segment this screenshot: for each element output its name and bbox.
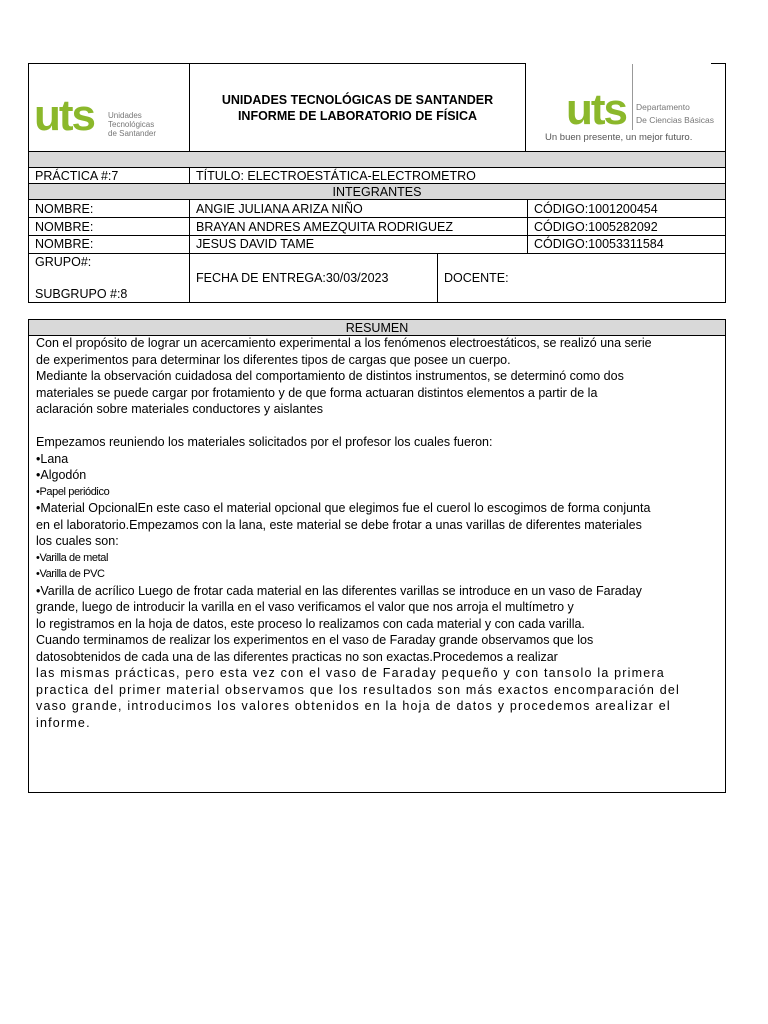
- uts-logo-mark: uts: [34, 91, 94, 140]
- practice-number: PRÁCTICA #:7: [35, 169, 119, 183]
- report-title: INFORME DE LABORATORIO DE FÍSICA: [237, 109, 478, 123]
- summary-line: Empezamos reuniendo los materiales solicitados por el profesor los cuales fueron:: [36, 435, 493, 449]
- summary-line: •Varilla de metal: [36, 551, 109, 564]
- summary-body: [36, 335, 720, 731]
- summary-line: •Lana: [36, 451, 69, 466]
- uts-logo-mark: uts: [566, 85, 626, 134]
- summary-line: las mismas prácticas, pero esta vez con el vaso de Faraday pequeño y con tansolo la primera: [36, 666, 665, 680]
- summary-line: de experimentos para determinar los diferentes tipos de cargas que posee un cuerpo.: [36, 352, 511, 367]
- summary-line: informe.: [36, 715, 91, 730]
- summary-line: datosobtenidos de cada una de las diferentes practicas no son exactas.Procedemos a realizar: [36, 649, 558, 664]
- members-heading: INTEGRANTES: [332, 185, 422, 199]
- member-name: JESUS DAVID TAME: [196, 237, 315, 251]
- summary-line: vaso grande, introducimos los valores obtenidos en la hoja de datos y procedemos arealizar el: [36, 699, 671, 713]
- summary-line: los cuales son:: [36, 534, 119, 548]
- group-label: GRUPO#:: [35, 255, 92, 269]
- summary-line: en el laboratorio.Empezamos con la lana, este material se debe frotar a unas varillas de diferentes materiales: [36, 517, 642, 532]
- summary-line: lo registramos en la hoja de datos, este proceso lo realizamos con cada material y con cada varilla.: [36, 616, 585, 631]
- summary-line: •Material OpcionalEn este caso el material opcional que elegimos fue el cuerol lo escogimos de forma conjunta: [36, 501, 651, 515]
- summary-line: aclaración sobre materiales conductores y aislantes: [36, 402, 323, 416]
- summary-line: [36, 418, 720, 435]
- summary-line: •Algodón: [36, 468, 87, 482]
- member-name: ANGIE JULIANA ARIZA NIÑO: [196, 202, 363, 216]
- summary-line: materiales se puede cargar por frotamiento y de que forma actuaran distintos elementos a partir de la: [36, 385, 598, 400]
- summary-line: •Varilla de PVC: [36, 568, 105, 580]
- uts-logo-line1: Unidades: [108, 111, 142, 120]
- uts-logo-line2: Tecnológicas: [108, 120, 155, 129]
- summary-line: Mediante la observación cuidadosa del comportamiento de distintos instrumentos, se determinó como dos: [36, 369, 624, 383]
- slogan: Un buen presente, un mejor futuro.: [545, 132, 693, 143]
- practice-title: TÍTULO: ELECTROESTÁTICA-ELECTROMETRO: [196, 169, 476, 183]
- summary-heading: RESUMEN: [345, 321, 409, 335]
- member-name: BRAYAN ANDRES AMEZQUITA RODRIGUEZ: [196, 220, 453, 234]
- department-line2: De Ciencias Básicas: [636, 115, 714, 125]
- summary-line: Con el propósito de lograr un acercamiento experimental a los fenómenos electroestáticos, se realizó una serie: [36, 336, 652, 350]
- member-label: NOMBRE:: [35, 220, 94, 234]
- member-code: CÓDIGO:1001200454: [534, 202, 658, 216]
- department-line1: Departamento: [636, 102, 690, 112]
- subgroup-label: SUBGRUPO #:8: [35, 287, 128, 301]
- institution-title: UNIDADES TECNOLÓGICAS DE SANTANDER: [221, 93, 494, 107]
- summary-line: practica del primer material observamos que los resultados son más exactos encomparación del: [36, 682, 680, 697]
- uts-logo-line3: de Santander: [108, 129, 157, 138]
- summary-line: Cuando terminamos de realizar los experimentos en el vaso de Faraday grande observamos que los: [36, 633, 594, 647]
- member-label: NOMBRE:: [35, 237, 94, 251]
- summary-line: •Papel periódico: [36, 485, 110, 498]
- teacher-label: DOCENTE:: [444, 271, 509, 285]
- summary-line: grande, luego de introducir la varilla en el vaso verificamos el valor que nos arroja el multímetro y: [36, 600, 574, 614]
- member-code: CÓDIGO:1005282092: [534, 220, 658, 234]
- delivery-date: FECHA DE ENTREGA:30/03/2023: [196, 271, 389, 285]
- member-label: NOMBRE:: [35, 202, 94, 216]
- summary-line: •Varilla de acrílico Luego de frotar cada material en las diferentes varillas se introduce en un vaso de Faraday: [36, 583, 642, 598]
- member-code: CÓDIGO:10053311584: [534, 237, 664, 251]
